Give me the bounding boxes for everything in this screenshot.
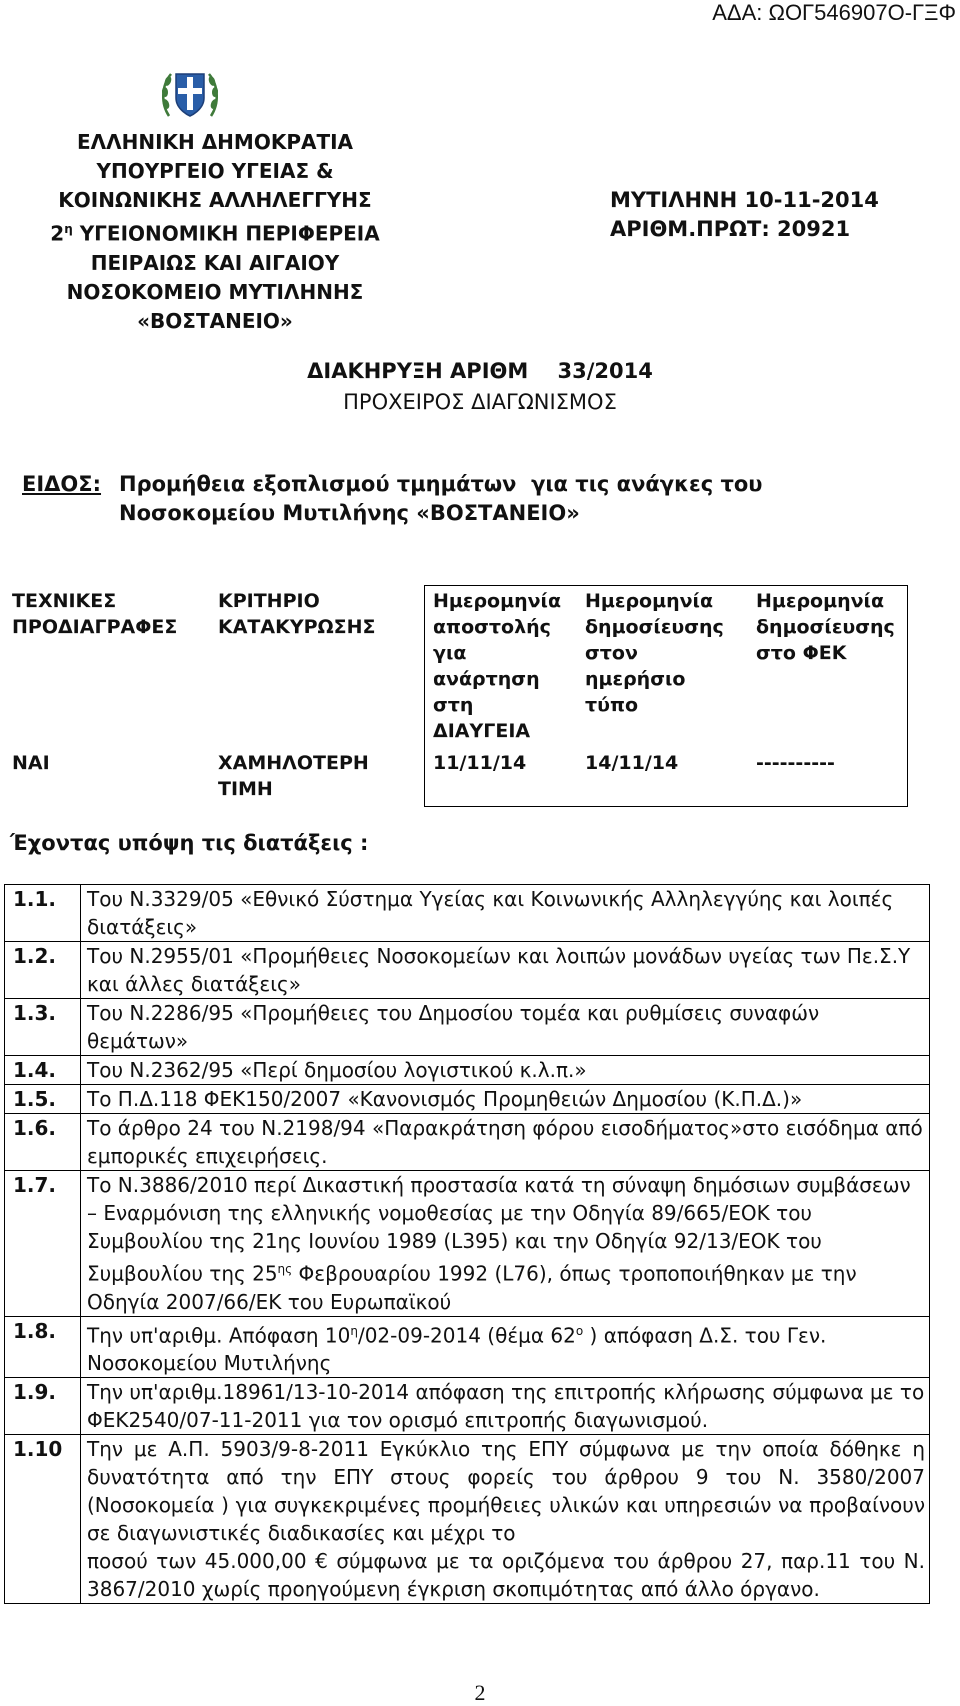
provision-text-part: Φεβρουαρίου 1992 (L76), όπως τροποποιήθηκαν με την Οδηγία 2007/66/ΕΚ του Ευρωπαϊκού bbox=[87, 1261, 857, 1314]
table-row bbox=[5, 1378, 930, 1435]
provision-text bbox=[81, 1435, 930, 1604]
provision-text-part: Την με Α.Π. 5903/9-8-2011 Εγκύκλιο της ΕΠΥ σύμφωνα με την οποία δόθηκε η δυνατότητα από την ΕΠΥ στους φορείς του άρθρου 9 του Ν. 3580/2007 (Νοσοκομεία ) για συγκεκριμένες προμήθειες υλικών και υπηρεσιών να προβαίνουν σε διαγωνιστικές διαδικασίες και μέχρι το bbox=[87, 1437, 925, 1546]
region-superscript: η bbox=[64, 222, 73, 236]
declaration-type: ΠΡΟΧΕΙΡΟΣ ΔΙΑΓΩΝΙΣΜΟΣ bbox=[343, 390, 617, 414]
provision-superscript: ης bbox=[277, 1262, 293, 1276]
provision-text bbox=[81, 1171, 930, 1317]
org-line: ΥΠΟΥΡΓΕΙΟ ΥΓΕΙΑΣ & bbox=[96, 159, 334, 183]
table-row bbox=[5, 1114, 930, 1171]
ada-code: ΑΔΑ: ΩΟΓ546907Ο-ΓΞΦ bbox=[712, 0, 956, 25]
provision-text: Το άρθρο 24 του Ν.2198/94 «Παρακράτηση φόρου εισοδήματος»στο εισόδημα από εμπορικές επιχειρήσεις. bbox=[81, 1114, 930, 1171]
table-value-cell: 11/11/14 bbox=[425, 748, 578, 806]
org-line: «ΒΟΣΤΑΝΕΙΟ» bbox=[137, 308, 293, 333]
provision-text bbox=[81, 1316, 930, 1378]
table-header-cell: Ημερομηνία δημοσίευσης στο ΦΕΚ bbox=[748, 586, 908, 749]
provision-number: 1.4. bbox=[5, 1056, 81, 1085]
provision-number: 1.1. bbox=[5, 885, 81, 942]
place-date: ΜΥΤΙΛΗΝΗ 10-11-2014 bbox=[610, 188, 879, 212]
provision-text-part: ) απόφαση Δ.Σ. του Γεν. Νοσοκομείου Μυτιλήνης bbox=[87, 1323, 827, 1376]
provision-number: 1.10 bbox=[5, 1435, 81, 1604]
provisions-table bbox=[4, 884, 930, 1604]
provision-superscript: ο bbox=[575, 1323, 584, 1338]
provision-text-part: Την υπ'αριθμ. Απόφαση 10 bbox=[87, 1323, 351, 1348]
declaration-heading bbox=[0, 356, 960, 418]
greek-coat-of-arms-emblem bbox=[159, 64, 221, 126]
provision-number: 1.5. bbox=[5, 1085, 81, 1114]
provision-text-part: Το Ν.3886/2010 περί Δικαστική προστασία κατά τη σύναψη δημόσιων συμβάσεων – Εναρμόνιση της ελληνικής νομοθεσίας με την Οδηγία 89/665/ΕΟΚ του Συμβουλίου της 21ης Ιουνίου 1989 (L395) και την Οδηγία 92/13/ΕΟΚ του Συμβουλίου της 25 bbox=[87, 1173, 911, 1286]
provision-text: Του Ν.2362/95 «Περί δημοσίου λογιστικού κ.λ.π.» bbox=[81, 1056, 930, 1085]
provision-number: 1.3. bbox=[5, 999, 81, 1056]
table-value-cell: ΝΑΙ bbox=[12, 752, 50, 774]
provision-number: 1.2. bbox=[5, 942, 81, 999]
table-header-cell: Ημερομηνία αποστολής για ανάρτηση στη ΔΙΑΥΓΕΙΑ bbox=[425, 586, 578, 749]
org-line: ΠΕΙΡΑΙΩΣ ΚΑΙ ΑΙΓΑΙΟΥ bbox=[90, 250, 340, 275]
provision-number: 1.9. bbox=[5, 1378, 81, 1435]
table-row bbox=[5, 1056, 930, 1085]
provision-text-part: ποσού των 45.000,00 € σύμφωνα με τα οριζόμενα του άρθρου 27, παρ.11 του Ν. 3867/2010 χωρίς προηγούμενη έγκριση σκοπιμότητας από άλλο όργανο. bbox=[87, 1549, 925, 1602]
table-row bbox=[5, 885, 930, 942]
provision-text: Του Ν.2286/95 «Προμήθειες του Δημοσίου τομέα και ρυθμίσεις συναφών θεμάτων» bbox=[81, 999, 930, 1056]
table-row bbox=[5, 999, 930, 1056]
org-line: ΝΟΣΟΚΟΜΕΙΟ ΜΥΤΙΛΗΝΗΣ bbox=[66, 279, 364, 304]
page-number: 2 bbox=[474, 1680, 486, 1705]
declaration-number: ΔΙΑΚΗΡΥΞΗ ΑΡΙΘΜ 33/2014 bbox=[307, 359, 653, 383]
region-text: ΥΓΕΙΟΝΟΜΙΚΗ ΠΕΡΙΦΕΡΕΙΑ bbox=[72, 221, 380, 246]
table-row bbox=[5, 942, 930, 999]
provision-number: 1.7. bbox=[5, 1171, 81, 1317]
subject-line-2: Νοσοκομείου Μυτιλήνης «ΒΟΣΤΑΝΕΙΟ» bbox=[119, 501, 580, 525]
provision-text: Του Ν.3329/05 «Εθνικό Σύστημα Υγείας και Κοινωνικής Αλληλεγγύης και λοιπές διατάξεις» bbox=[81, 885, 930, 942]
provision-text: Το Π.Δ.118 ΦΕΚ150/2007 «Κανονισμός Προμηθειών Δημοσίου (Κ.Π.Δ.)» bbox=[81, 1085, 930, 1114]
protocol-number: ΑΡΙΘΜ.ΠΡΩΤ: 20921 bbox=[610, 217, 851, 241]
subject-line-1: Προμήθεια εξοπλισμού τμημάτων για τις ανάγκες του bbox=[119, 472, 763, 496]
org-line: ΕΛΛΗΝΙΚΗ ΔΗΜΟΚΡΑΤΙΑ bbox=[76, 130, 354, 154]
issuing-authority-block bbox=[30, 128, 400, 336]
provision-number: 1.6. bbox=[5, 1114, 81, 1171]
table-value-cell: ΧΑΜΗΛΟΤΕΡΗ ΤΙΜΗ bbox=[210, 748, 425, 806]
org-line: ΚΟΙΝΩΝΙΚΗΣ ΑΛΛΗΛΕΓΓΥΗΣ bbox=[58, 188, 372, 212]
table-header-cell: ΤΕΧΝΙΚΕΣ ΠΡΟΔΙΑΓΡΑΦΕΣ bbox=[12, 589, 178, 638]
table-header-cell: Ημερομηνία δημοσίευσης στον ημερήσιο τύπο bbox=[577, 586, 748, 749]
provision-text: Την υπ'αριθμ.18961/13-10-2014 απόφαση της επιτροπής κλήρωσης σύμφωνα με το ΦΕΚ2540/07-11-2011 για τον ορισμό επιτροπής διαγωνισμού. bbox=[81, 1378, 930, 1435]
region-number: 2 bbox=[50, 221, 65, 246]
table-header-cell: ΚΡΙΤΗΡΙΟ ΚΑΤΑΚΥΡΩΣΗΣ bbox=[210, 586, 425, 749]
tender-info-table bbox=[4, 585, 908, 807]
provision-text-part: /02-09-2014 (θέμα 62 bbox=[357, 1323, 576, 1348]
date-and-protocol-block bbox=[610, 186, 879, 244]
provision-text: Του Ν.2955/01 «Προμήθειες Νοσοκομείων και λοιπών μονάδων υγείας των Πε.Σ.Υ και άλλες διατάξεις» bbox=[81, 942, 930, 999]
table-row bbox=[5, 1316, 930, 1378]
subject-label: ΕΙΔΟΣ: bbox=[22, 472, 102, 496]
table-row bbox=[5, 1435, 930, 1604]
subject-block bbox=[22, 470, 762, 528]
org-line-region bbox=[30, 215, 400, 249]
considering-heading: Έχοντας υπόψη τις διατάξεις : bbox=[10, 831, 369, 855]
table-value-cell: ---------- bbox=[748, 748, 908, 806]
table-value-cell: 14/11/14 bbox=[577, 748, 748, 806]
table-row bbox=[5, 1085, 930, 1114]
provision-number: 1.8. bbox=[5, 1316, 81, 1378]
table-row bbox=[5, 1171, 930, 1317]
provision-superscript: η bbox=[350, 1323, 358, 1338]
